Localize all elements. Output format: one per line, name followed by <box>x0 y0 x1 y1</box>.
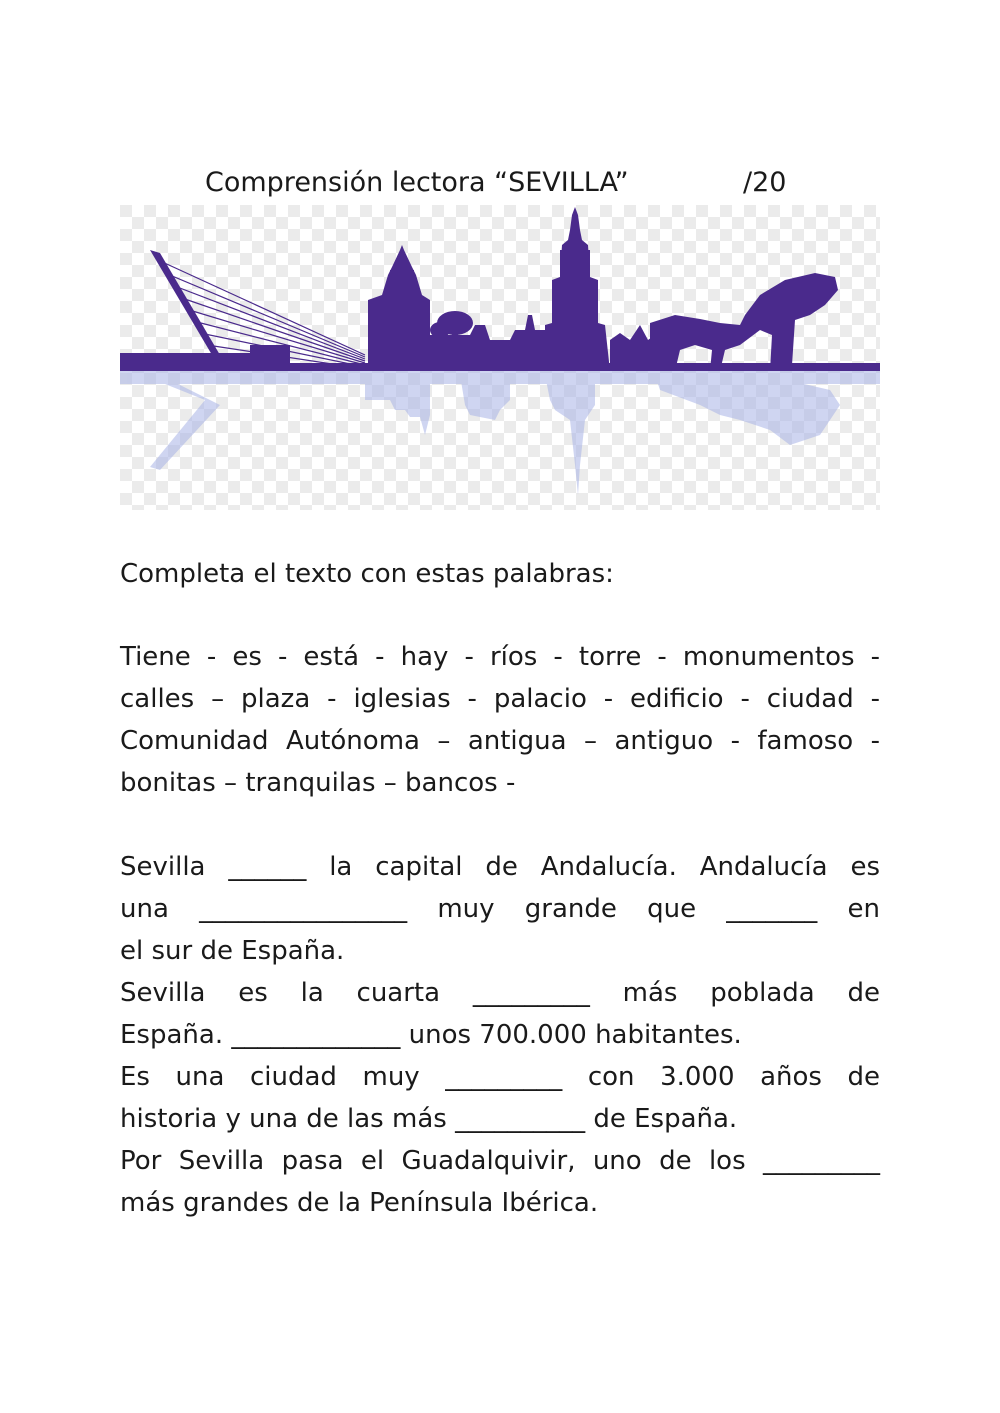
passage-line: España. _____________ unos 700.000 habitantes. <box>120 1020 742 1050</box>
passage-line: Sevilla ______ la capital de Andalucía. Andalucía es <box>120 852 880 882</box>
word-bank-line: bonitas – tranquilas – bancos - <box>120 768 516 798</box>
passage-line: más grandes de la Península Ibérica. <box>120 1188 599 1218</box>
passage-line: historia y una de las más __________ de España. <box>120 1104 738 1134</box>
instruction: Completa el texto con estas palabras: <box>120 559 614 589</box>
passage-line: una ________________ muy grande que _______ en <box>120 894 880 924</box>
passage-line: el sur de España. <box>120 936 345 966</box>
passage-line: Es una ciudad muy _________ con 3.000 años de <box>120 1062 880 1092</box>
reading-passage <box>120 846 880 1224</box>
sevilla-skyline-illustration <box>120 205 880 510</box>
passage-line: Sevilla es la cuarta _________ más poblada de <box>120 978 880 1008</box>
word-bank-line: Tiene - es - está - hay - ríos - torre - monumentos - <box>120 642 880 672</box>
word-bank <box>120 636 880 804</box>
header <box>0 163 1000 203</box>
score-label: /20 <box>743 167 787 198</box>
word-bank-line: Comunidad Autónoma – antigua – antiguo - famoso - <box>120 726 880 756</box>
page-title: Comprensión lectora “SEVILLA” <box>205 167 629 198</box>
passage-line: Por Sevilla pasa el Guadalquivir, uno de los _________ <box>120 1146 880 1176</box>
word-bank-line: calles – plaza - iglesias - palacio - edificio - ciudad - <box>120 684 880 714</box>
